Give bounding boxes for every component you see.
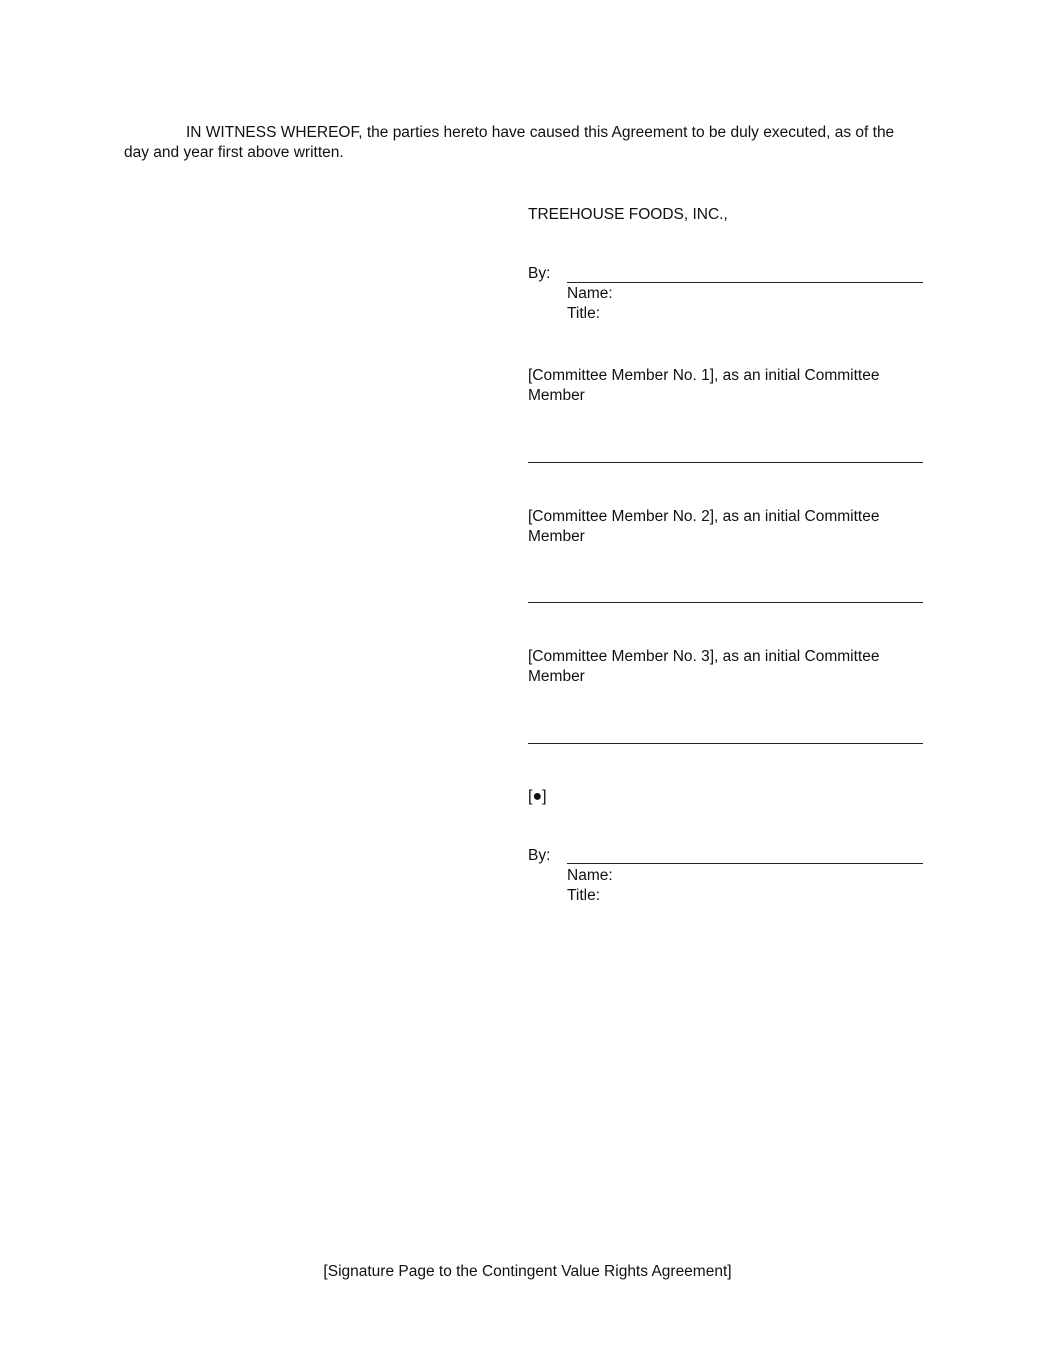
- rights-agent-name: [●]: [528, 788, 547, 805]
- company-title-label: Title:: [567, 305, 601, 322]
- page-footer: [Signature Page to the Contingent Value Rights Agreement]: [323, 1263, 732, 1280]
- committee-member-3-signature-line[interactable]: [528, 743, 923, 744]
- witness-line-2: day and year first above written.: [124, 144, 344, 161]
- rights-agent-title-label: Title:: [567, 887, 601, 904]
- rights-agent-signature-line[interactable]: [567, 863, 923, 864]
- committee-member-1-signature-line[interactable]: [528, 462, 923, 463]
- committee-member-1-block: [528, 366, 928, 406]
- committee-member-1-line-1: [Committee Member No. 1], as an initial Committee: [528, 367, 880, 384]
- committee-member-3-line-2: Member: [528, 668, 585, 685]
- committee-member-3-block: [528, 647, 928, 687]
- committee-member-2-line-1: [Committee Member No. 2], as an initial Committee: [528, 508, 880, 525]
- witness-line-1: IN WITNESS WHEREOF, the parties hereto have caused this Agreement to be duly executed, as of the: [186, 124, 895, 141]
- rights-agent-name-label: Name:: [567, 867, 613, 884]
- company-name: TREEHOUSE FOODS, INC.,: [528, 206, 728, 223]
- committee-member-2-signature-line[interactable]: [528, 602, 923, 603]
- committee-member-3-line-1: [Committee Member No. 3], as an initial Committee: [528, 648, 880, 665]
- company-signature-line[interactable]: [567, 282, 923, 283]
- committee-member-2-line-2: Member: [528, 528, 585, 545]
- company-name-label: Name:: [567, 285, 613, 302]
- company-by-label: By:: [528, 265, 551, 282]
- committee-member-1-line-2: Member: [528, 387, 585, 404]
- rights-agent-by-label: By:: [528, 847, 551, 864]
- committee-member-2-block: [528, 507, 928, 547]
- witness-paragraph: [124, 123, 924, 163]
